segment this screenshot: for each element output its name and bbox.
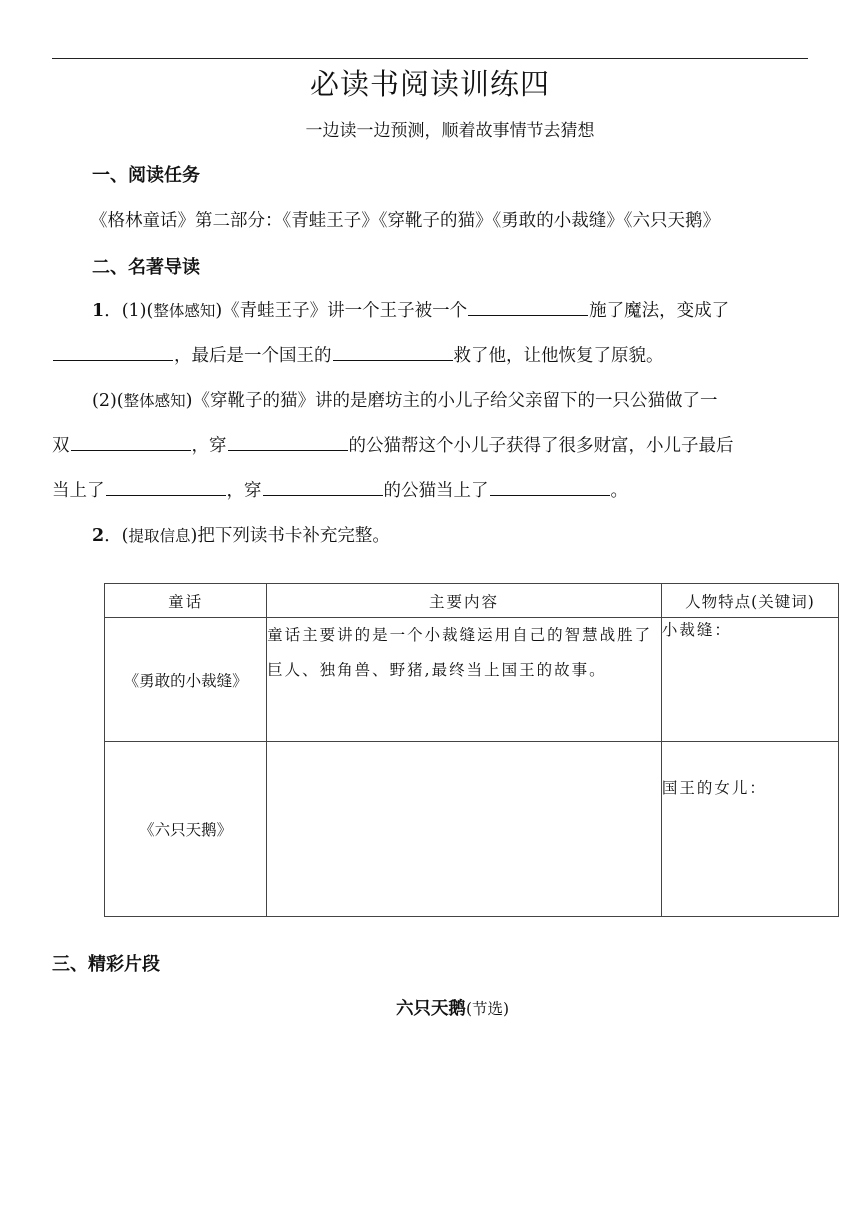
column-header-traits: 人物特点(关键词) bbox=[661, 584, 838, 618]
answer-blank[interactable] bbox=[228, 432, 348, 451]
tale-content: 童话主要讲的是一个小裁缝运用自己的智慧战胜了巨人、独角兽、野猪,最终当上国王的故事。 bbox=[267, 618, 662, 742]
page-title: 必读书阅读训练四 bbox=[309, 67, 550, 101]
q2-number: 2 bbox=[92, 526, 105, 546]
section1-heading: 一、阅读任务 bbox=[92, 165, 200, 186]
q2-line: 2．(提取信息)把下列读书卡补充完整。 bbox=[92, 526, 390, 546]
tale-name: 《六只天鹅》 bbox=[105, 742, 267, 917]
tale-name: 《勇敢的小裁缝》 bbox=[105, 618, 267, 742]
q1-line1: 1．(1)(整体感知)《青蛙王子》讲一个王子被一个 施了魔法，变成了 bbox=[92, 297, 729, 322]
q1-part2-line3: 当上了 ，穿 的公猫当上了 。 bbox=[52, 477, 628, 502]
excerpt-note: (节选) bbox=[465, 1000, 510, 1018]
answer-blank[interactable] bbox=[263, 477, 383, 496]
tale-content-answer-cell[interactable] bbox=[267, 742, 662, 917]
table-header-row bbox=[105, 584, 839, 618]
column-header-tale: 童话 bbox=[105, 584, 267, 618]
q1-part2-line2: 双 ，穿 的公猫帮这个小儿子获得了很多财富，小儿子最后 bbox=[52, 432, 734, 457]
answer-blank[interactable] bbox=[490, 477, 610, 496]
section3-heading: 三、精彩片段 bbox=[52, 954, 160, 975]
q1-number: 1 bbox=[92, 301, 105, 321]
answer-blank[interactable] bbox=[468, 297, 588, 316]
q1-line2: ，最后是一个国王的 救了他，让他恢复了原貌。 bbox=[52, 342, 664, 367]
q1-part2-line1: (2)(整体感知)《穿靴子的猫》讲的是磨坊主的小儿子给父亲留下的一只公猫做了一 bbox=[92, 391, 718, 411]
character-trait-cell[interactable]: 小裁缝： bbox=[661, 618, 838, 742]
reading-card-table bbox=[104, 583, 839, 917]
top-rule bbox=[52, 58, 808, 59]
q1-part2-tag: 整体感知 bbox=[123, 392, 186, 410]
column-header-content: 主要内容 bbox=[267, 584, 662, 618]
answer-blank[interactable] bbox=[53, 342, 173, 361]
q1-tag: 整体感知 bbox=[153, 302, 216, 320]
table-row bbox=[105, 742, 839, 917]
answer-blank[interactable] bbox=[106, 477, 226, 496]
answer-blank[interactable] bbox=[333, 342, 453, 361]
page-subtitle: 一边读一边预测，顺着故事情节去猜想 bbox=[305, 121, 595, 141]
q2-tag: 提取信息 bbox=[128, 527, 191, 545]
section1-text: 《格林童话》第二部分：《青蛙王子》《穿靴子的猫》《勇敢的小裁缝》《六只天鹅》 bbox=[90, 211, 720, 231]
answer-blank[interactable] bbox=[71, 432, 191, 451]
character-trait-cell[interactable]: 国王的女儿： bbox=[661, 742, 838, 917]
excerpt-title: 六只天鹅(节选) bbox=[395, 999, 510, 1019]
table-row bbox=[105, 618, 839, 742]
section2-heading: 二、名著导读 bbox=[92, 257, 200, 278]
